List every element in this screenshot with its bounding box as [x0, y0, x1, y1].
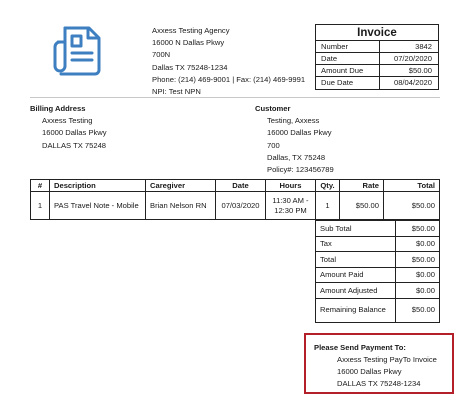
- header-divider: [30, 97, 440, 98]
- totals-value: $50.00: [396, 221, 440, 237]
- totals-row: [316, 221, 440, 237]
- customer-line: Dallas, TX 75248: [267, 152, 326, 162]
- agency-address-line: 700N: [152, 50, 171, 60]
- column-header: Hours: [266, 180, 316, 192]
- column-header: Qty.: [316, 180, 340, 192]
- totals-row: [316, 283, 440, 299]
- invoice-row: [316, 41, 438, 53]
- column-header: Date: [216, 180, 266, 192]
- customer-heading: Customer: [255, 104, 291, 113]
- totals-value: $0.00: [396, 283, 440, 299]
- totals-row: [316, 236, 440, 252]
- cell-rate: $50.00: [340, 192, 384, 220]
- customer-policy: Policy#: 123456789: [267, 165, 334, 175]
- billing-line: DALLAS TX 75248: [42, 140, 107, 150]
- table-row: [31, 192, 440, 220]
- invoice-row-value: 07/20/2020: [393, 54, 432, 63]
- payment-heading: Please Send Payment To:: [314, 343, 406, 352]
- totals-label: Sub Total: [316, 221, 396, 237]
- totals-label: Total: [316, 252, 396, 268]
- agency-info: [152, 25, 305, 98]
- table-header-row: [31, 180, 440, 192]
- agency-name: Axxess Testing Agency: [152, 26, 230, 35]
- totals-value: $0.00: [396, 267, 440, 283]
- invoice-row-value: $50.00: [408, 66, 432, 75]
- agency-city: Dallas TX 75248-1234: [152, 62, 228, 72]
- column-header: Caregiver: [146, 180, 216, 192]
- agency-phone-fax: Phone: (214) 469-9001 | Fax: (214) 469-9991: [152, 74, 306, 84]
- agency-address-line: 16000 N Dallas Pkwy: [152, 38, 225, 48]
- line-items-table: [30, 179, 440, 220]
- invoice-row-value: 3842: [415, 42, 432, 51]
- cell-caregiver: Brian Nelson RN: [146, 192, 216, 220]
- invoice-title: Invoice: [316, 25, 438, 41]
- cell-total: $50.00: [384, 192, 440, 220]
- totals-row: [316, 252, 440, 268]
- customer-line: 700: [267, 140, 280, 150]
- totals-label: Amount Adjusted: [316, 283, 396, 299]
- totals-label: Remaining Balance: [316, 298, 396, 322]
- cell-description: PAS Travel Note - Mobile: [50, 192, 146, 220]
- invoice-row-label: Number: [316, 41, 380, 52]
- invoice-row: [316, 77, 438, 89]
- payment-line: DALLAS TX 75248-1234: [337, 379, 421, 388]
- billing-heading: Billing Address: [30, 104, 86, 113]
- cell-hours: 11:30 AM - 12:30 PM: [266, 192, 316, 220]
- invoice-row-label: Amount Due: [316, 65, 380, 76]
- billing-line: 16000 Dallas Pkwy: [42, 128, 107, 138]
- document-logo-icon: [52, 22, 104, 76]
- invoice-row-label: Due Date: [316, 77, 380, 89]
- totals-value: $50.00: [396, 298, 440, 322]
- invoice-row: [316, 53, 438, 65]
- column-header: Rate: [340, 180, 384, 192]
- invoice-row: [316, 65, 438, 77]
- totals-label: Tax: [316, 236, 396, 252]
- billing-address: [30, 103, 107, 152]
- cell-index: 1: [31, 192, 50, 220]
- totals-value: $0.00: [396, 236, 440, 252]
- invoice-row-value: 08/04/2020: [393, 78, 432, 87]
- invoice-row-label: Date: [316, 53, 380, 64]
- customer-line: 16000 Dallas Pkwy: [267, 128, 332, 138]
- column-header: Total: [384, 180, 440, 192]
- totals-value: $50.00: [396, 252, 440, 268]
- invoice-summary-box: [315, 24, 439, 90]
- cell-qty: 1: [316, 192, 340, 220]
- customer-line: Testing, Axxess: [267, 116, 320, 126]
- payment-line: 16000 Dallas Pkwy: [337, 367, 402, 376]
- payment-line: Axxess Testing PayTo Invoice: [337, 355, 437, 364]
- totals-row: [316, 267, 440, 283]
- column-header: Description: [50, 180, 146, 192]
- column-header: #: [31, 180, 50, 192]
- payment-remit-box: [304, 333, 454, 394]
- totals-row: [316, 298, 440, 322]
- agency-npi: NPI: Test NPN: [152, 87, 201, 97]
- cell-date: 07/03/2020: [216, 192, 266, 220]
- billing-line: Axxess Testing: [42, 116, 93, 126]
- customer-info: [255, 103, 334, 176]
- totals-table: [315, 220, 440, 323]
- totals-label: Amount Paid: [316, 267, 396, 283]
